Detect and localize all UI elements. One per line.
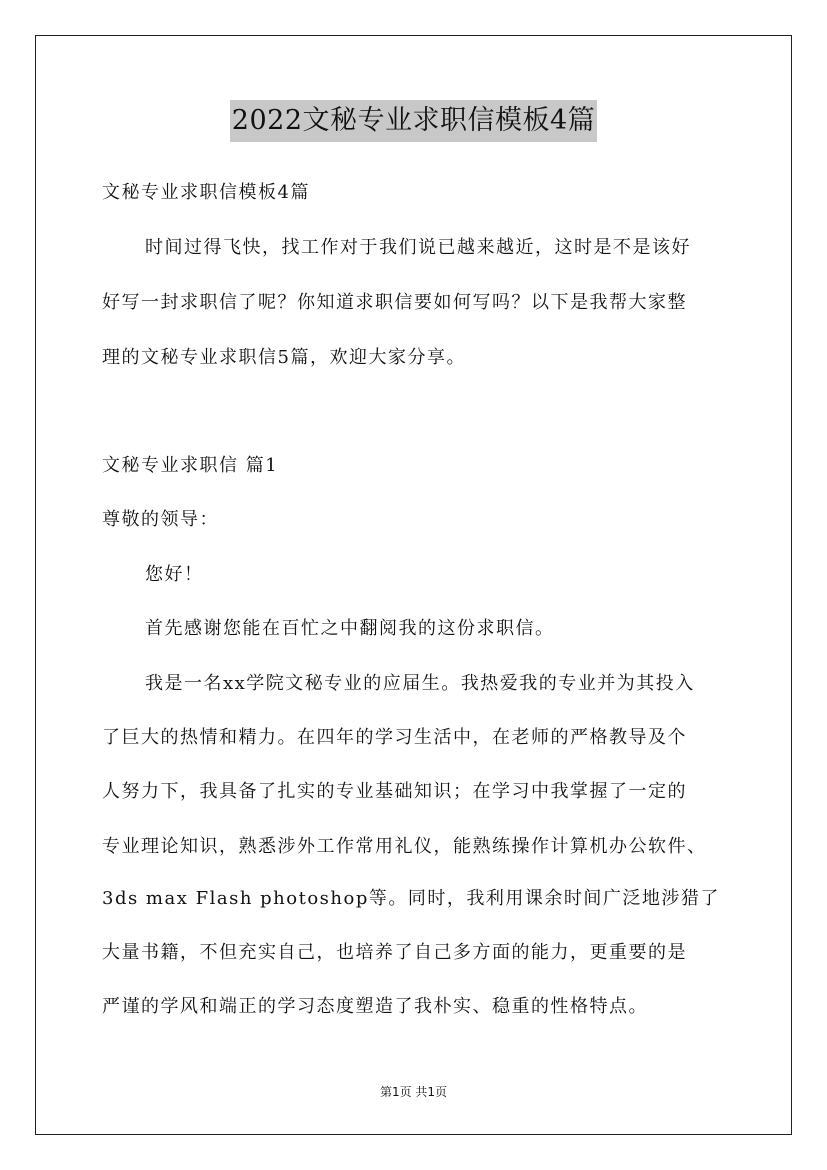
intro-line-2: 好写一封求职信了呢？你知道求职信要如何写吗？以下是我帮大家整 [102, 292, 687, 313]
document-title: 2022文秘专业求职信模板4篇 [230, 100, 597, 142]
intro-line-3: 理的文秘专业求职信5篇，欢迎大家分享。 [102, 347, 466, 368]
section-heading: 文秘专业求职信 篇1 [102, 455, 279, 476]
document-subtitle: 文秘专业求职信模板4篇 [102, 182, 310, 203]
page-number: 第1页 共1页 [379, 1085, 448, 1099]
paragraph-2-line-4: 专业理论知识，熟悉涉外工作常用礼仪，能熟练操作计算机办公软件、 [102, 836, 707, 857]
paragraph-2-line-5: 3ds max Flash photoshop等。同时，我利用课余时间广泛地涉猎了 [102, 888, 720, 909]
paragraph-2-line-2: 了巨大的热情和精力。在四年的学习生活中，在老师的严格教导及个 [102, 727, 687, 748]
salutation: 尊敬的领导： [102, 509, 219, 530]
paragraph-2-line-6: 大量书籍，不但充实自己，也培养了自己多方面的能力，更重要的是 [102, 942, 687, 963]
intro-line-1: 时间过得飞快，找工作对于我们说已越来越近，这时是不是该好 [145, 237, 691, 258]
paragraph-1: 首先感谢您能在百忙之中翻阅我的这份求职信。 [145, 618, 555, 639]
greeting: 您好！ [145, 564, 204, 585]
paragraph-2-line-7: 严谨的学风和端正的学习态度塑造了我朴实、稳重的性格特点。 [102, 996, 648, 1017]
title-container [0, 100, 827, 142]
paragraph-2-line-1: 我是一名xx学院文秘专业的应届生。我热爱我的专业并为其投入 [145, 673, 695, 694]
paragraph-2-line-3: 人努力下，我具备了扎实的专业基础知识；在学习中我掌握了一定的 [102, 781, 687, 802]
